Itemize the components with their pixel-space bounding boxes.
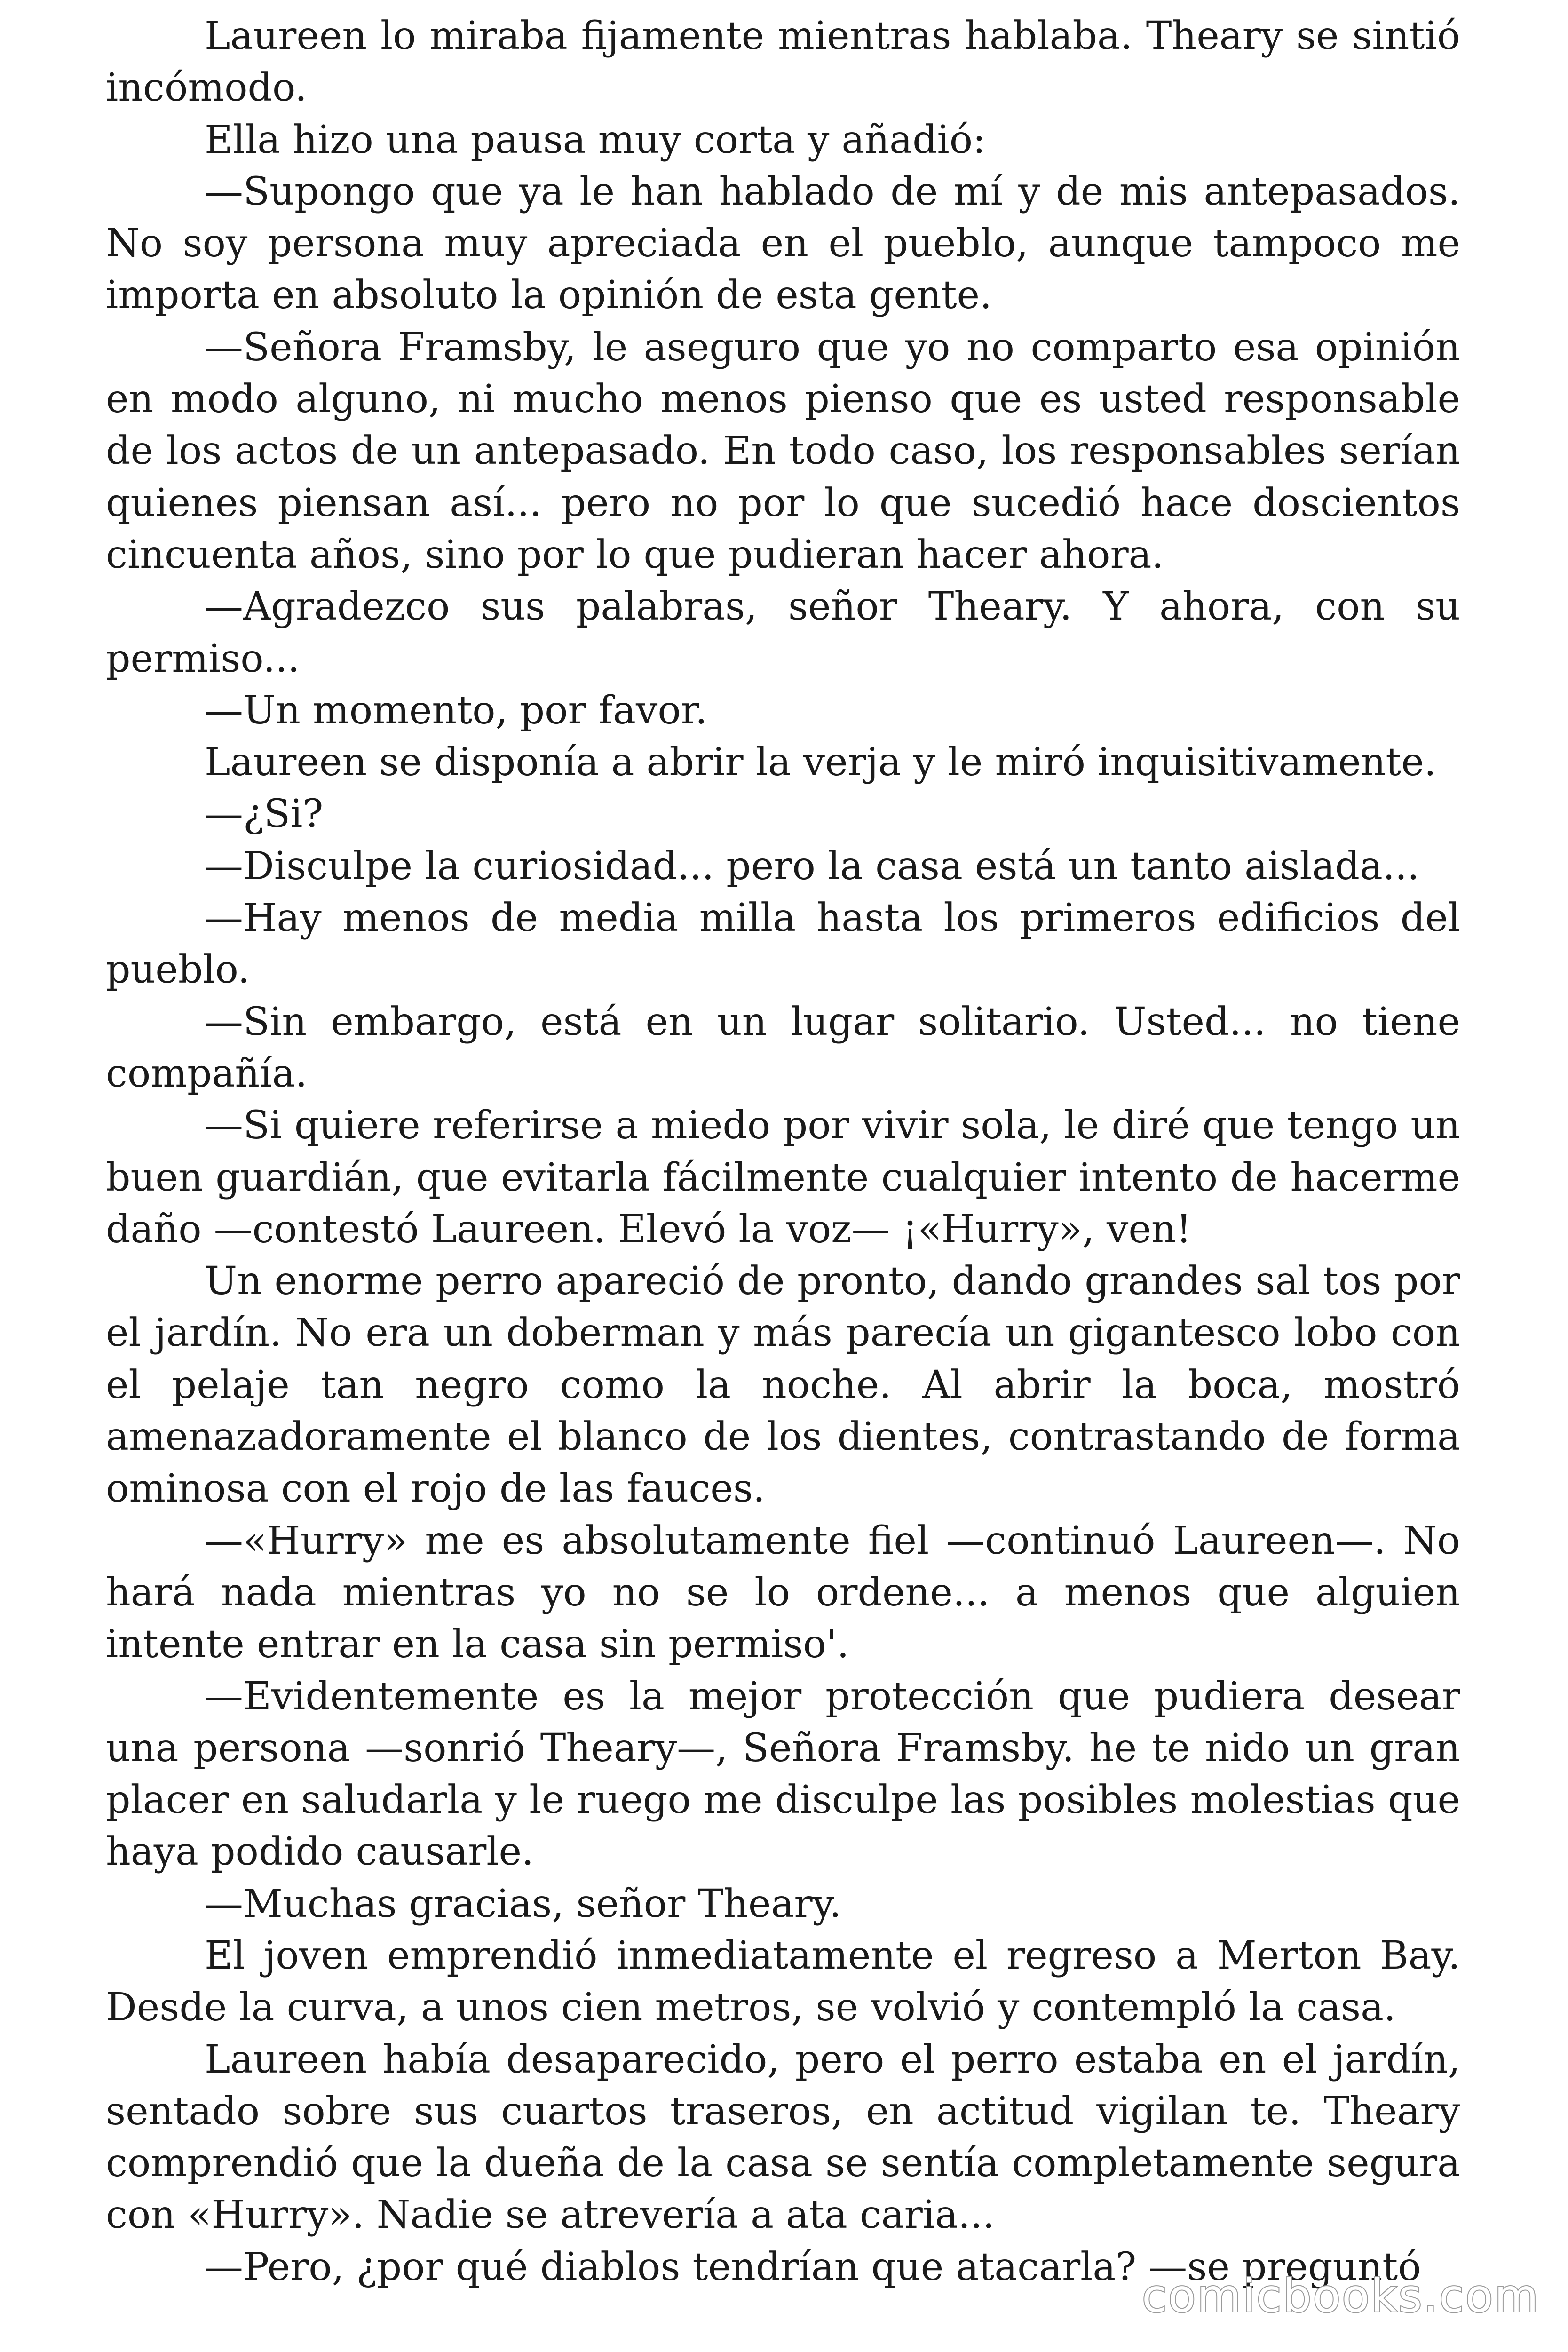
paragraph: —Pero, ¿por qué diablos tendrían que atacarla? —se preguntó [205,2244,1421,2289]
paragraph: Laureen lo miraba fijamente mientras hablaba. Theary se sintió incómodo. [106,14,1460,111]
paragraph: —Agradezco sus palabras, señor Theary. Y ahora, con su permiso... [106,584,1460,681]
paragraph: Un enorme perro apareció de pronto, dando grandes sal tos por el jardín. No era un doberman y más parecía un gigantesco lobo con el pelaje tan negro como la noche. Al abrir la boca, mostró amenazadoramente el blanco de los dientes, contrastando de forma ominosa con el rojo de las fauces. [106,1259,1460,1511]
paragraph: —«Hurry» me es absolutamente fiel —continuó Laureen—. No hará nada mientras yo no se lo ordene... a menos que alguien intente entrar en la casa sin permiso'. [106,1518,1460,1667]
paragraph: —Hay menos de media milla hasta los primeros edificios del pueblo. [106,896,1460,993]
paragraph: —Un momento, por favor. [205,688,707,733]
paragraph: —Señora Framsby, le aseguro que yo no comparto esa opinión en modo alguno, ni mucho menos pienso que es usted responsable de los actos de un antepasado. En todo caso, los responsables serían quienes piensan así... pero no por lo que sucedió hace doscientos cincuenta años, sino por lo que pudieran hacer ahora. [106,325,1460,577]
paragraph: —Disculpe la curiosidad... pero la casa está un tanto aislada... [205,843,1420,889]
paragraph: —Muchas gracias, señor Theary. [205,1881,842,1926]
paragraph: —Si quiere referirse a miedo por vivir sola, le diré que tengo un buen guardián, que evitarla fácilmente cualquier intento de hacerme daño —contestó Laureen. Elevó la voz— ¡«Hurry», ven! [106,1103,1460,1252]
paragraph: Laureen se disponía a abrir la verja y le miró inquisitivamente. [205,740,1436,785]
paragraph: Ella hizo una pausa muy corta y añadió: [205,117,986,162]
paragraph: Laureen había desaparecido, pero el perro estaba en el jardín, sentado sobre sus cuartos traseros, en actitud vigilan te. Theary comprendió que la dueña de la casa se sentía completamente segura con «Hurry». Nadie se atrevería a ata caria... [106,2037,1460,2238]
page-text [106,10,1460,2293]
paragraph: —Evidentemente es la mejor protección que pudiera desear una persona —sonrió Theary—, Señora Framsby. he te nido un gran placer en saludarla y le ruego me disculpe las posibles molestias que haya podido causarle. [106,1674,1460,1875]
paragraph: El joven emprendió inmediatamente el regreso a Merton Bay. Desde la curva, a unos cien metros, se volvió y contempló la casa. [106,1933,1460,2030]
paragraph: —¿Si? [205,792,324,837]
paragraph: —Supongo que ya le han hablado de mí y de mis antepasados. No soy persona muy apreciada en el pueblo, aunque tampoco me importa en absoluto la opinión de esta gente. [106,169,1460,318]
paragraph: —Sin embargo, está en un lugar solitario. Usted... no tiene compañía. [106,999,1460,1096]
watermark: comicbooks.com [1141,2270,1540,2322]
